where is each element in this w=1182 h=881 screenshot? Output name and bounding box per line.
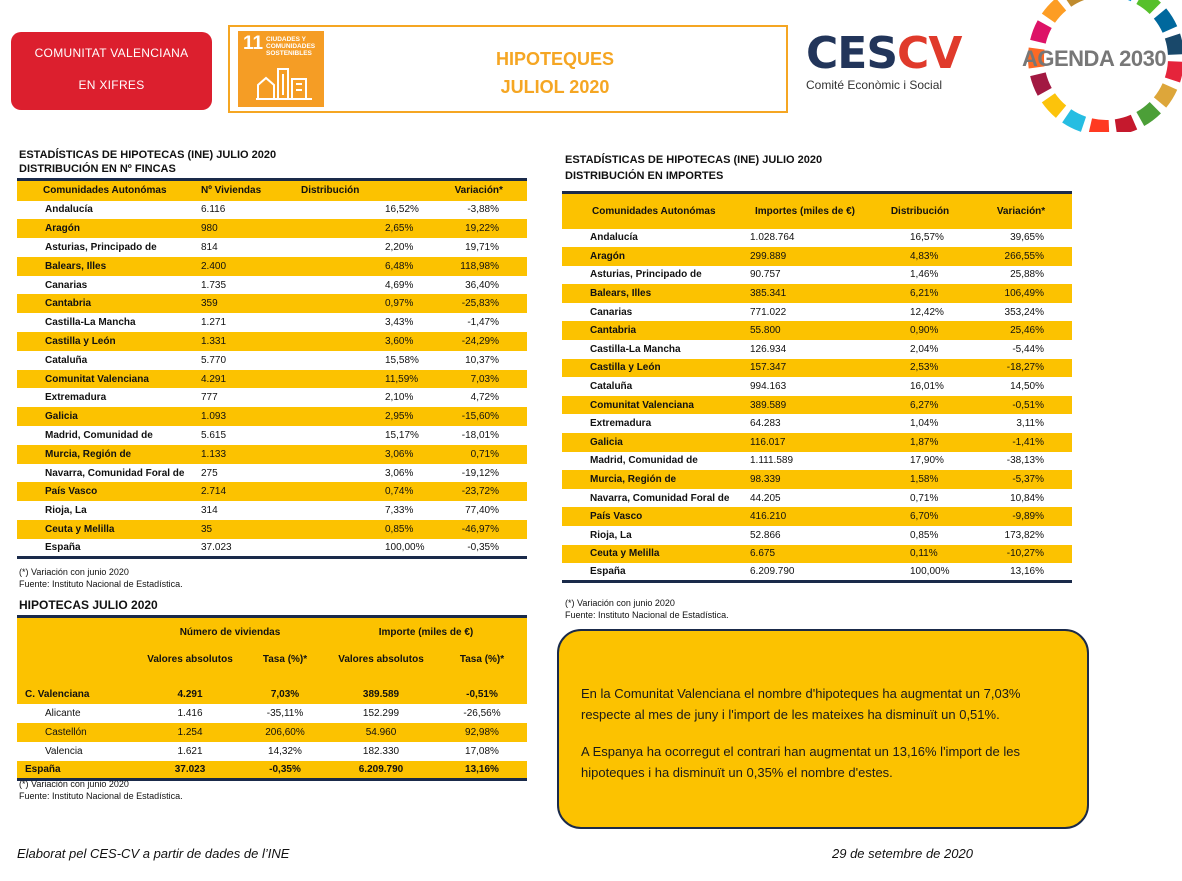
cell-importe-tasa: -0,51% (437, 685, 527, 704)
cell-viviendas-abs: 1.254 (135, 723, 245, 742)
cell-comunidad: Andalucía (45, 204, 93, 216)
importes-notes (565, 597, 729, 621)
cell-variacion: -3,88% (467, 204, 499, 216)
table-row (562, 359, 1072, 378)
cell-distribucion: 16,52% (385, 204, 419, 216)
table-row (562, 303, 1072, 322)
cell-distribucion: 6,70% (870, 507, 970, 526)
cell-viviendas: 4.291 (195, 370, 295, 389)
cell-variacion: 25,46% (970, 321, 1072, 340)
sub-tasa-importe: Tasa (%)* (437, 647, 527, 673)
cell-distribucion: 2,53% (870, 359, 970, 378)
sdg-wheel-segment (1115, 0, 1137, 1)
cell-comunidad: Castilla y León (562, 359, 740, 378)
cell-comunidad: Cataluña (590, 381, 633, 393)
cv-note1: (*) Variación con junio 2020 (19, 779, 129, 789)
title-line2: JULIOL 2020 (500, 77, 610, 97)
cell-variacion: 19,71% (465, 241, 499, 253)
cell-distribucion: 0,85% (910, 529, 939, 541)
col-variacion: Variación* (970, 193, 1072, 229)
cell-variacion: -18,01% (461, 429, 499, 441)
badge-line2: EN XIFRES (78, 78, 145, 92)
cell-viviendas-tasa: 7,03% (245, 685, 325, 704)
cell-viviendas: 1.331 (195, 332, 295, 351)
cell-distribucion: 17,90% (910, 455, 944, 467)
table-row (17, 685, 527, 704)
table-row (562, 489, 1072, 508)
cv-note2: Fuente: Instituto Nacional de Estadística. (19, 791, 183, 801)
col-distribucion: Distribución (870, 193, 970, 229)
table-row (17, 501, 527, 520)
cell-comunidad: Asturias, Principado de (45, 241, 157, 253)
table-row (562, 229, 1072, 248)
col-importes: Importes (miles de €) (740, 193, 870, 229)
fincas-note1: (*) Variación con junio 2020 (19, 567, 129, 577)
cell-variacion: 19,22% (430, 219, 527, 238)
table-row (17, 482, 527, 501)
cell-importe: 771.022 (750, 306, 787, 318)
cell-variacion: -18,27% (970, 359, 1072, 378)
importes-title-line1: ESTADÍSTICAS DE HIPOTECAS (INE) JULIO 2020 (565, 154, 823, 166)
cell-variacion: 13,16% (1010, 566, 1044, 578)
cell-variacion: -5,44% (1012, 343, 1044, 355)
cell-comunidad: Aragón (562, 247, 740, 266)
cell-distribucion: 4,83% (870, 247, 970, 266)
cell-comunidad: Aragón (17, 219, 195, 238)
table-row (562, 526, 1072, 545)
cell-variacion: 36,40% (465, 279, 499, 291)
cell-comunidad: Castilla y León (17, 332, 195, 351)
sub-valores-viviendas: Valores absolutos (135, 647, 245, 673)
cell-viviendas: 1.271 (201, 317, 227, 329)
cell-comunidad: Asturias, Principado de (590, 269, 702, 281)
cell-importe: 64.283 (750, 418, 781, 430)
summary-box (557, 629, 1089, 829)
cell-comunidad: País Vasco (17, 482, 195, 501)
cell-comunidad: Rioja, La (590, 529, 632, 541)
sdg-wheel-segment (1062, 109, 1086, 132)
cell-distribucion: 100,00% (385, 541, 425, 553)
cell-distribucion: 6,27% (870, 396, 970, 415)
table-row (562, 247, 1072, 266)
ces-cv-logo (806, 28, 962, 92)
cell-variacion: -19,12% (461, 467, 499, 479)
sdg-text: CIUDADES Y COMUNIDADES SOSTENIBLES (266, 36, 316, 57)
fincas-table (17, 178, 527, 559)
cell-distribucion: 6,21% (870, 284, 970, 303)
cell-viviendas-tasa: -35,11% (266, 707, 304, 719)
cell-comunidad: España (590, 566, 626, 578)
table-row (17, 407, 527, 426)
cell-comunidad: Canarias (590, 306, 633, 318)
cell-variacion: 0,71% (430, 445, 527, 464)
sdg-wheel-segment (1165, 33, 1182, 54)
cell-variacion: -15,60% (430, 407, 527, 426)
cell-viviendas: 5.770 (201, 354, 227, 366)
table-row (562, 470, 1072, 489)
cell-distribucion: 1,46% (910, 269, 939, 281)
cell-variacion: 10,84% (1010, 492, 1044, 504)
cell-viviendas: 1.735 (201, 279, 227, 291)
cell-distribucion: 15,17% (385, 429, 419, 441)
fincas-title (19, 148, 276, 176)
title-box (228, 25, 788, 113)
sdg-wheel-segment (1115, 115, 1137, 132)
cell-importe-tasa: -26,56% (463, 707, 501, 719)
cell-viviendas: 6.116 (201, 204, 226, 216)
cell-distribucion: 0,11% (870, 545, 970, 564)
table-row (17, 445, 527, 464)
cell-viviendas: 35 (195, 520, 295, 539)
cell-importe: 994.163 (750, 381, 787, 393)
cell-distribucion: 0,90% (870, 321, 970, 340)
cell-variacion: 266,55% (970, 247, 1072, 266)
cell-distribucion: 6,48% (295, 257, 430, 276)
summary-p2: A Espanya ha ocorregut el contrari han augmentat un 13,16% l'import de les hipoteques i ha disminuït un 0,35% el nombre d'estes. (581, 744, 1020, 780)
group-importe: Importe (miles de €) (325, 617, 527, 647)
cell-distribucion: 0,85% (295, 520, 430, 539)
cell-comunidad: Madrid, Comunidad de (590, 455, 698, 467)
cell-variacion: 10,37% (465, 354, 499, 366)
importes-table (562, 191, 1072, 583)
cell-distribucion: 16,57% (910, 232, 944, 244)
table-row (17, 761, 527, 780)
cell-importe: 389.589 (740, 396, 870, 415)
cell-distribucion: 3,06% (295, 445, 430, 464)
cell-importe-tasa: 92,98% (437, 723, 527, 742)
table-row (562, 507, 1072, 526)
ces-subtitle: Comité Econòmic i Social (806, 78, 943, 92)
cell-importe: 6.209.790 (750, 566, 795, 578)
fincas-title-line2: DISTRIBUCIÓN EN Nº FINCAS (19, 163, 176, 175)
cell-comunidad: Comunitat Valenciana (562, 396, 740, 415)
cell-variacion: 14,50% (1010, 381, 1044, 393)
sdg-wheel-segment (1042, 0, 1066, 23)
cell-importe: 299.889 (740, 247, 870, 266)
table-row (562, 321, 1072, 340)
sdg-wheel-segment (1165, 61, 1182, 82)
cell-importe: 126.934 (750, 343, 787, 355)
sdg-11-icon (238, 31, 324, 107)
ces-logo-b: CV (897, 28, 962, 79)
cell-viviendas-tasa: -0,35% (245, 761, 325, 780)
cell-comunidad: España (45, 541, 81, 553)
sdg-wheel-segment (1030, 72, 1052, 95)
cell-comunidad: Extremadura (590, 418, 652, 430)
cell-comunidad: Ceuta y Melilla (17, 520, 195, 539)
cell-comunidad: Galicia (562, 433, 740, 452)
cell-distribucion: 2,65% (295, 219, 430, 238)
cell-importe-abs: 182.330 (362, 745, 400, 757)
cell-variacion: 25,88% (1010, 269, 1044, 281)
table-row (17, 257, 527, 276)
cell-distribucion: 1,87% (870, 433, 970, 452)
cell-comunidad: Cantabria (17, 294, 195, 313)
cell-distribucion: 16,01% (910, 381, 944, 393)
cell-viviendas: 2.400 (195, 257, 295, 276)
cell-viviendas: 980 (195, 219, 295, 238)
cell-distribucion: 1,04% (910, 418, 939, 430)
cell-comunidad: Castilla-La Mancha (45, 317, 136, 329)
cell-comunidad: Extremadura (45, 392, 107, 404)
title-line1: HIPOTEQUES (495, 49, 615, 69)
cell-viviendas: 2.714 (195, 482, 295, 501)
cell-comunidad: Navarra, Comunidad Foral de (45, 467, 185, 479)
footer-date: 29 de setembre de 2020 (832, 846, 973, 861)
cell-variacion: 173,82% (1004, 529, 1044, 541)
cell-variacion: -10,27% (970, 545, 1072, 564)
fincas-note2: Fuente: Instituto Nacional de Estadística. (19, 579, 183, 589)
col-variacion: Variación* (430, 180, 527, 201)
cell-distribucion: 1,58% (870, 470, 970, 489)
cell-distribucion: 0,71% (910, 492, 939, 504)
cell-importe: 416.210 (740, 507, 870, 526)
cell-region: C. Valenciana (17, 685, 135, 704)
table-row (17, 539, 527, 558)
cell-importe-tasa: 13,16% (437, 761, 527, 780)
cell-region: Castellón (17, 723, 135, 742)
fincas-title-line1: ESTADÍSTICAS DE HIPOTECAS (INE) JULIO 2020 (19, 149, 277, 161)
table-row (17, 723, 527, 742)
table-row (17, 351, 527, 370)
cell-viviendas-abs: 1.416 (177, 707, 203, 719)
cell-region: Alicante (45, 707, 81, 719)
table-row (17, 294, 527, 313)
sdg-wheel-segment (1154, 8, 1177, 32)
table-row (562, 433, 1072, 452)
table-row (17, 313, 527, 332)
sdg-number: 11 (243, 33, 264, 54)
table-row (562, 545, 1072, 564)
cell-variacion: 3,11% (1016, 418, 1044, 430)
cell-variacion: -9,89% (970, 507, 1072, 526)
table-row (17, 219, 527, 238)
cell-importe: 6.675 (740, 545, 870, 564)
cell-comunidad: Cantabria (562, 321, 740, 340)
table-row (17, 704, 527, 723)
badge-line1: COMUNITAT VALENCIANA (34, 46, 189, 60)
cell-viviendas: 5.615 (201, 429, 227, 441)
cell-variacion: -0,51% (970, 396, 1072, 415)
cell-region: España (17, 761, 135, 780)
cell-viviendas: 1.133 (195, 445, 295, 464)
sub-tasa-viviendas: Tasa (%)* (245, 647, 325, 673)
table-row (17, 201, 527, 220)
cell-viviendas-abs: 1.621 (177, 745, 203, 757)
col-viviendas: Nº Viviendas (195, 180, 295, 201)
cell-comunidad: Castilla-La Mancha (590, 343, 681, 355)
ces-logo-a: CES (806, 28, 898, 79)
cell-viviendas: 1.093 (195, 407, 295, 426)
cell-importe: 55.800 (740, 321, 870, 340)
cell-distribucion: 3,06% (385, 467, 414, 479)
cv-provinces-table (17, 615, 527, 781)
cell-distribucion: 15,58% (385, 354, 419, 366)
agenda-label: AGENDA 2030 (1022, 46, 1167, 71)
cell-comunidad: Comunitat Valenciana (17, 370, 195, 389)
cell-region: Valencia (45, 745, 83, 757)
cell-importe-abs: 389.589 (325, 685, 437, 704)
sub-valores-importe: Valores absolutos (325, 647, 437, 673)
table-row (17, 426, 527, 445)
cv-notes (19, 778, 183, 802)
sdg-wheel-segment (1136, 102, 1161, 126)
cell-importe-abs: 152.299 (362, 707, 400, 719)
cell-importe: 385.341 (740, 284, 870, 303)
cell-viviendas: 314 (201, 505, 218, 517)
cell-distribucion: 2,10% (385, 392, 414, 404)
cell-comunidad: Navarra, Comunidad Foral de (590, 492, 730, 504)
table-row (17, 742, 527, 761)
cell-importe: 1.028.764 (750, 232, 795, 244)
cell-importe-tasa: 17,08% (465, 745, 499, 757)
cell-importe: 90.757 (750, 269, 781, 281)
col-distribucion: Distribución (295, 180, 430, 201)
cell-variacion: 4,72% (470, 392, 499, 404)
city-buildings-icon (256, 65, 312, 101)
cell-comunidad: Murcia, Región de (17, 445, 195, 464)
cell-distribucion: 11,59% (295, 370, 430, 389)
summary-p1: En la Comunitat Valenciana el nombre d'hipoteques ha augmentat un 7,03% respecte al mes de juny i l'import de les mateixes ha disminuït un 0,51%. (581, 686, 1021, 722)
cell-viviendas-tasa: 14,32% (268, 745, 302, 757)
cell-comunidad: País Vasco (562, 507, 740, 526)
cell-viviendas: 37.023 (201, 541, 232, 553)
cell-importe: 98.339 (740, 470, 870, 489)
table-row (562, 266, 1072, 285)
cell-importe: 116.017 (740, 433, 870, 452)
group-viviendas: Número de viviendas (135, 617, 325, 647)
cell-viviendas-abs: 37.023 (135, 761, 245, 780)
cell-importe: 157.347 (740, 359, 870, 378)
cell-comunidad: Ceuta y Melilla (562, 545, 740, 564)
cell-variacion: 353,24% (1004, 306, 1044, 318)
cell-comunidad: Canarias (45, 279, 88, 291)
agenda-2030-logo (1010, 0, 1182, 132)
cell-variacion: -1,41% (970, 433, 1072, 452)
cell-distribucion: 12,42% (910, 306, 944, 318)
cell-comunidad: Galicia (17, 407, 195, 426)
cell-distribucion: 0,74% (295, 482, 430, 501)
importes-title-line2: DISTRIBUCIÓN EN IMPORTES (565, 170, 724, 182)
cv-table-title: HIPOTECAS JULIO 2020 (19, 598, 158, 612)
cell-comunidad: Murcia, Región de (562, 470, 740, 489)
cell-distribucion: 7,33% (385, 505, 414, 517)
cell-viviendas: 359 (195, 294, 295, 313)
cell-variacion: 7,03% (430, 370, 527, 389)
cell-distribucion: 0,97% (295, 294, 430, 313)
cell-comunidad: Cataluña (45, 354, 88, 366)
table-row (17, 388, 527, 407)
table-row (562, 284, 1072, 303)
cell-comunidad: Madrid, Comunidad de (45, 429, 153, 441)
cell-variacion: 118,98% (430, 257, 527, 276)
table-row (17, 332, 527, 351)
importes-note1: (*) Variación con junio 2020 (565, 598, 675, 608)
cell-viviendas-tasa: 206,60% (245, 723, 325, 742)
sdg-wheel-segment (1154, 83, 1177, 107)
footer-credit: Elaborat pel CES-CV a partir de dades de l’INE (17, 846, 290, 861)
cell-importe: 1.111.589 (750, 455, 794, 467)
table-row (562, 340, 1072, 359)
cell-distribucion: 2,04% (910, 343, 939, 355)
cell-distribucion: 4,69% (385, 279, 414, 291)
cell-distribucion: 2,95% (295, 407, 430, 426)
cv-en-xifres-badge (11, 32, 212, 110)
table-row (562, 414, 1072, 433)
cell-variacion: -1,47% (467, 317, 499, 329)
cell-variacion: 77,40% (465, 505, 499, 517)
cell-comunidad: Balears, Illes (17, 257, 195, 276)
cell-variacion: -0,35% (467, 541, 499, 553)
cell-variacion: -23,72% (430, 482, 527, 501)
cell-distribucion: 2,20% (385, 241, 414, 253)
table-row (562, 396, 1072, 415)
cell-distribucion: 100,00% (910, 566, 950, 578)
table-row (17, 370, 527, 389)
cell-comunidad: Andalucía (590, 232, 638, 244)
sdg-wheel-segment (1042, 93, 1066, 118)
cell-comunidad: Balears, Illes (562, 284, 740, 303)
cell-variacion: -25,83% (430, 294, 527, 313)
sdg-wheel-segment (1030, 20, 1052, 43)
table-row (17, 276, 527, 295)
cell-viviendas: 275 (201, 467, 218, 479)
cell-variacion: -38,13% (1006, 455, 1044, 467)
cell-viviendas-abs: 4.291 (135, 685, 245, 704)
page-title (420, 45, 690, 101)
cell-viviendas: 777 (201, 392, 218, 404)
col-comunidades: Comunidades Autonómas (17, 180, 195, 201)
table-row (562, 377, 1072, 396)
cell-variacion: -5,37% (970, 470, 1072, 489)
fincas-notes (19, 566, 183, 590)
cell-viviendas: 814 (201, 241, 218, 253)
col-comunidades: Comunidades Autonómas (562, 193, 740, 229)
importes-note2: Fuente: Instituto Nacional de Estadística. (565, 610, 729, 620)
sdg-wheel-segment (1088, 118, 1109, 132)
cell-comunidad: Rioja, La (45, 505, 87, 517)
cell-importe-abs: 54.960 (325, 723, 437, 742)
cell-distribucion: 3,43% (385, 317, 414, 329)
table-row (17, 238, 527, 257)
table-row (562, 452, 1072, 471)
table-row (17, 520, 527, 539)
cell-importe-abs: 6.209.790 (325, 761, 437, 780)
cell-variacion: 39,65% (1010, 232, 1044, 244)
table-row (562, 563, 1072, 582)
table-row (17, 464, 527, 483)
cell-variacion: -46,97% (430, 520, 527, 539)
importes-title (565, 152, 822, 184)
cell-variacion: -24,29% (430, 332, 527, 351)
cell-variacion: 106,49% (970, 284, 1072, 303)
cell-importe: 52.866 (750, 529, 781, 541)
cell-distribucion: 3,60% (295, 332, 430, 351)
cell-importe: 44.205 (750, 492, 781, 504)
